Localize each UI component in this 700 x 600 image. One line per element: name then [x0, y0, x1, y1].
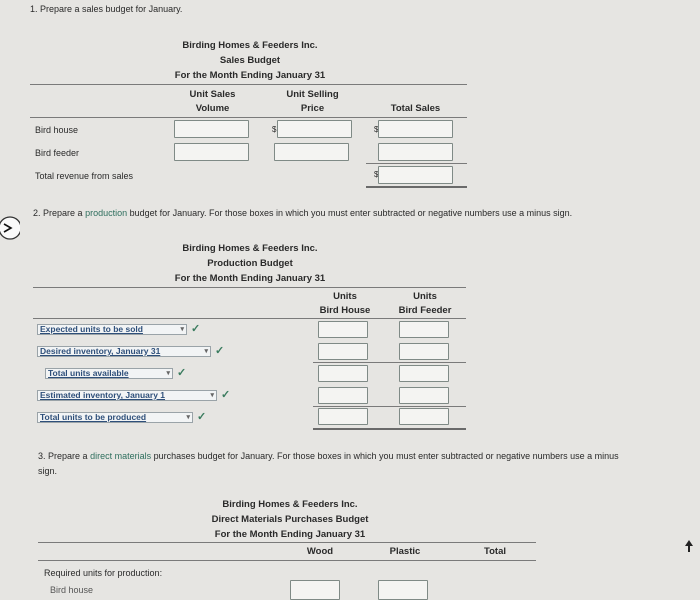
q2-produced-feeder-input[interactable] — [399, 408, 449, 425]
q1-col-volume: Volume — [195, 103, 230, 114]
q1-bird-house-volume-input[interactable] — [174, 120, 249, 138]
q3-col-plastic: Plastic — [389, 546, 421, 557]
q1-title: Sales Budget — [219, 55, 281, 66]
q3-col-total: Total — [484, 546, 506, 557]
q2-estimated-feeder-input[interactable] — [399, 387, 449, 404]
q2-total-double-rule — [313, 428, 466, 430]
q2-subtotal-rule — [313, 362, 466, 363]
q3-row-bird-house: Bird house — [50, 585, 94, 595]
q3-title: Direct Materials Purchases Budget — [211, 514, 369, 525]
q3-company: Birding Homes & Feeders Inc. — [222, 499, 358, 510]
q1-row-bird-house: Bird house — [35, 125, 79, 135]
q3-header-rule — [38, 542, 536, 543]
q2-prompt: 2. Prepare a production budget for January. For those boxes in which you must enter subtracted or negative numbers use a minus sign. — [33, 208, 573, 218]
q2-row-select-desired[interactable]: Desired inventory, January 31 ▾ — [37, 346, 211, 357]
q2-row-select-total-produced[interactable]: Total units to be produced ▾ — [37, 412, 193, 423]
q3-required-label: Required units for production: — [44, 568, 163, 578]
q2-col-units-house: Units — [333, 291, 357, 302]
q2-col-bird-house: Bird House — [319, 305, 371, 316]
q1-col-unit-selling: Unit Selling — [286, 89, 339, 100]
q1-bird-feeder-volume-input[interactable] — [174, 143, 249, 161]
q2-company: Birding Homes & Feeders Inc. — [182, 243, 318, 254]
q2-available-feeder-input[interactable] — [399, 365, 449, 382]
q1-bird-house-price-input[interactable] — [277, 120, 352, 138]
q1-company: Birding Homes & Feeders Inc. — [182, 40, 318, 51]
collapse-arrow-icon[interactable] — [0, 215, 20, 241]
q2-col-bird-feeder: Bird Feeder — [398, 305, 452, 316]
q3-col-wood: Wood — [306, 546, 334, 557]
q1-total-revenue-input[interactable] — [378, 166, 453, 184]
q3-prompt: 3. Prepare a direct materials purchases budget for January. For those boxes in which you must enter subtracted or negative numbers use a minus — [38, 451, 619, 461]
q1-bird-feeder-price-input[interactable] — [274, 143, 349, 161]
q1-row-bird-feeder: Bird feeder — [35, 148, 80, 158]
q1-currency: $ — [272, 125, 277, 134]
q2-subtotal-rule-2 — [313, 406, 466, 407]
check-icon: ✓ — [197, 411, 207, 423]
mouse-cursor-icon — [683, 539, 695, 553]
check-icon: ✓ — [191, 323, 201, 335]
q1-currency: $ — [374, 170, 379, 179]
q2-row-select-total-available[interactable]: Total units available ▾ — [45, 368, 173, 379]
q1-currency: $ — [374, 125, 379, 134]
q2-title: Production Budget — [207, 258, 293, 269]
q1-row-total-revenue: Total revenue from sales — [35, 171, 134, 181]
q1-columns-rule — [30, 117, 467, 118]
q2-produced-house-input[interactable] — [318, 408, 368, 425]
q1-bird-feeder-total-input[interactable] — [378, 143, 453, 161]
q1-header-rule — [30, 84, 467, 85]
q1-period: For the Month Ending January 31 — [174, 70, 326, 81]
check-icon: ✓ — [221, 389, 231, 401]
q1-col-unit-sales: Unit Sales — [189, 89, 236, 100]
q3-prompt-cont: sign. — [38, 466, 58, 476]
q3-bird-house-wood-input[interactable] — [290, 580, 340, 600]
q2-columns-rule — [33, 318, 466, 319]
q1-col-price: Price — [300, 103, 325, 114]
q2-header-rule — [33, 287, 466, 288]
q1-subtotal-rule — [366, 163, 467, 164]
q2-row-select-estimated[interactable]: Estimated inventory, January 1 ▾ — [37, 390, 217, 401]
q3-period: For the Month Ending January 31 — [214, 529, 366, 540]
q1-prompt: 1. Prepare a sales budget for January. — [30, 4, 183, 14]
q2-estimated-house-input[interactable] — [318, 387, 368, 404]
q1-total-double-rule — [366, 186, 467, 188]
q3-columns-rule — [38, 560, 536, 561]
q3-bird-house-plastic-input[interactable] — [378, 580, 428, 600]
check-icon: ✓ — [215, 345, 225, 357]
q1-col-total-sales: Total Sales — [390, 103, 441, 114]
q2-expected-feeder-input[interactable] — [399, 321, 449, 338]
q1-bird-house-total-input[interactable] — [378, 120, 453, 138]
q2-row-select-expected[interactable]: Expected units to be sold ▾ — [37, 324, 187, 335]
q2-desired-house-input[interactable] — [318, 343, 368, 360]
check-icon: ✓ — [177, 367, 187, 379]
q2-available-house-input[interactable] — [318, 365, 368, 382]
q2-desired-feeder-input[interactable] — [399, 343, 449, 360]
q2-col-units-feeder: Units — [413, 291, 437, 302]
q2-expected-house-input[interactable] — [318, 321, 368, 338]
q2-period: For the Month Ending January 31 — [174, 273, 326, 284]
